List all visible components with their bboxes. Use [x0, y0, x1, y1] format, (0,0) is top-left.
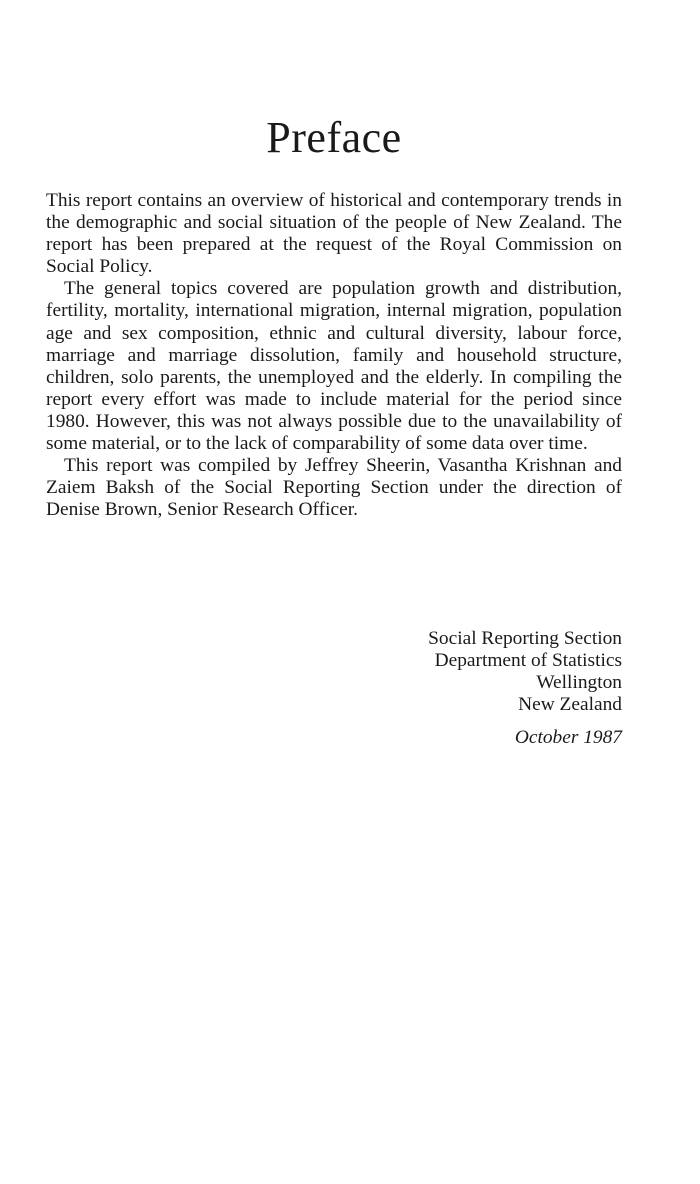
signature-block — [428, 628, 622, 749]
paragraph-topics: The general topics covered are population growth and distribution, fertility, mortality, international migration, internal migration, population age and sex composition, ethnic and cultural diversity, labour force, marriage and marriage dissolution, family and household structure, children, solo parents, the unemployed and the elderly. In compiling the report every effort was made to include material for the period since 1980. However, this was not always possible due to the unavailability of some material, or to the lack of comparability of some data over time. — [46, 278, 622, 455]
page-title: Preface — [266, 113, 402, 162]
preface-body — [46, 190, 622, 521]
signature-date: October 1987 — [514, 727, 622, 749]
signature-country: New Zealand — [518, 694, 622, 716]
paragraph-credits: This report was compiled by Jeffrey Sheerin, Vasantha Krishnan and Zaiem Baksh of the Social Reporting Section under the direction of Denise Brown, Senior Research Officer. — [46, 455, 622, 521]
signature-department: Department of Statistics — [434, 650, 622, 672]
paragraph-intro: This report contains an overview of historical and contemporary trends in the demographic and social situation of the people of New Zealand. The report has been prepared at the request of the Royal Commission on Social Policy. — [46, 190, 622, 278]
signature-city: Wellington — [536, 672, 622, 694]
signature-section: Social Reporting Section — [428, 628, 622, 649]
